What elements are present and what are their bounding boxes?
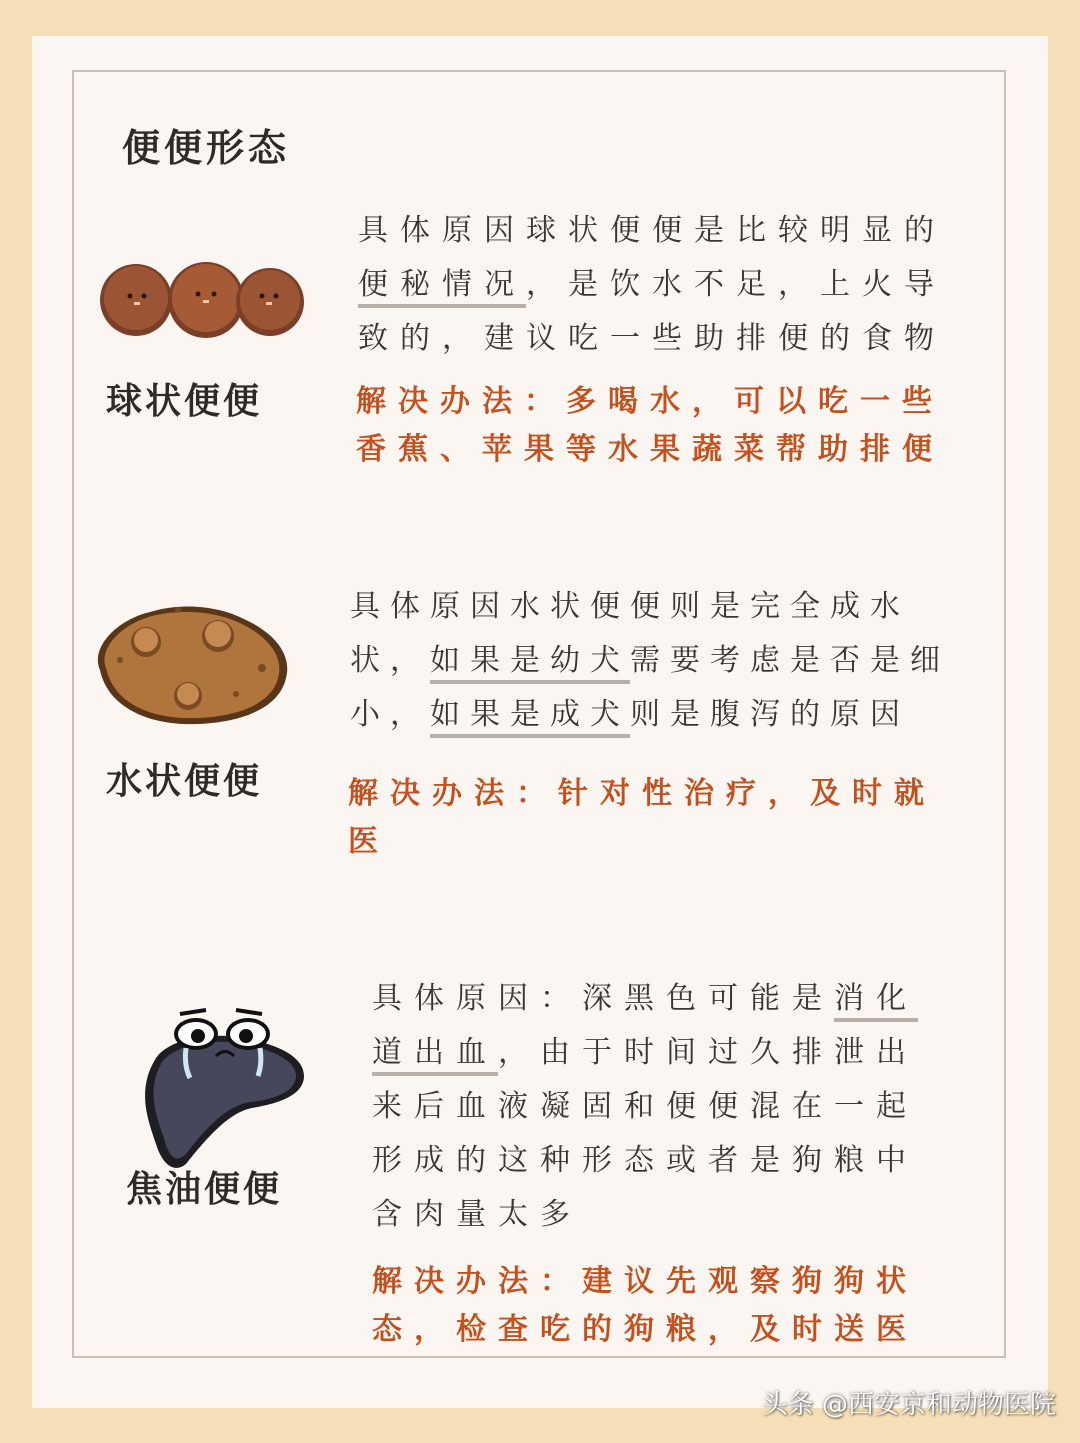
desc-underline-text: 便秘情况 — [358, 267, 526, 308]
desc-line: 含肉量太多 — [372, 1197, 582, 1232]
desc-line: 致的，建议吃一些助排便的食物 — [358, 321, 946, 356]
tar-poop-icon — [126, 1004, 310, 1176]
solution-ball-poop — [356, 378, 996, 474]
desc-line: 具体原因球状便便是比较明显的 — [358, 213, 946, 248]
desc-text: 具体原因：深黑色可能是 — [372, 981, 834, 1016]
desc-line — [372, 972, 992, 1026]
desc-line — [358, 258, 998, 312]
solution-watery-poop — [348, 770, 988, 866]
solution-line: 解决办法：建议先观察狗狗状 — [372, 1264, 918, 1299]
desc-line — [350, 634, 1010, 688]
ball-poop-icon — [94, 262, 308, 338]
desc-watery-poop — [350, 580, 1010, 742]
solution-line: 医 — [348, 824, 390, 859]
desc-text: 需要考虑是否是细 — [630, 643, 950, 678]
label-watery-poop — [100, 760, 268, 804]
solution-line: 香蕉、苹果等水果蔬菜帮助排便 — [356, 432, 944, 467]
desc-text: 则是腹泻的原因 — [630, 697, 910, 732]
desc-underline-text: 如果是成犬 — [430, 697, 630, 738]
title-text: 便便形态 — [122, 126, 291, 170]
watery-poop-icon — [86, 598, 294, 728]
desc-line: 来后血液凝固和便便混在一起 — [372, 1089, 918, 1124]
desc-line — [350, 688, 1010, 742]
watermark: 头条 @西安京和动物医院 — [761, 1390, 1056, 1420]
label-text: 水状便便 — [106, 761, 263, 802]
desc-line: 形成的这种形态或者是狗粮中 — [372, 1143, 918, 1178]
desc-tar-poop — [372, 972, 992, 1242]
solution-tar-poop — [372, 1258, 992, 1354]
desc-text: 状， — [350, 643, 430, 678]
label-tar-poop — [120, 1168, 288, 1212]
page-title — [112, 122, 306, 178]
desc-text: 小， — [350, 697, 430, 732]
label-text: 焦油便便 — [126, 1169, 283, 1210]
desc-line: 具体原因水状便便则是完全成水 — [350, 589, 910, 624]
solution-line: 态，检查吃的狗粮，及时送医 — [372, 1312, 918, 1347]
solution-line: 解决办法：多喝水，可以吃一些 — [356, 384, 944, 419]
label-text: 球状便便 — [106, 381, 263, 422]
desc-underline-text: 消化 — [834, 981, 918, 1022]
solution-line: 解决办法：针对性治疗，及时就 — [348, 776, 936, 811]
label-ball-poop — [100, 380, 268, 424]
desc-ball-poop — [358, 204, 998, 366]
desc-text: ，由于时间过久排泄出 — [498, 1035, 918, 1070]
desc-underline-text: 如果是幼犬 — [430, 643, 630, 684]
desc-line — [372, 1026, 992, 1080]
desc-text: ，是饮水不足，上火导 — [526, 267, 946, 302]
desc-underline-text: 道出血 — [372, 1035, 498, 1076]
